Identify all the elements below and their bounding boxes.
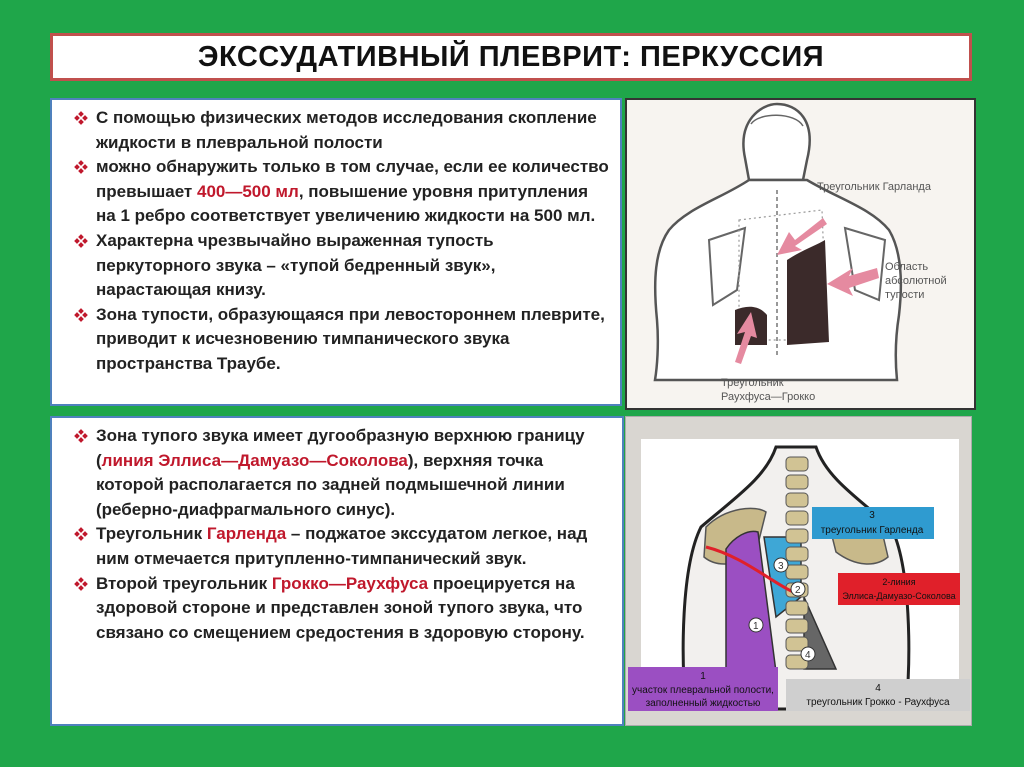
- list-item: [66, 522, 612, 571]
- list-item: [66, 229, 610, 303]
- label-dullness-line-2: абсолютной: [885, 275, 947, 287]
- label-garland-triangle: треугольник Гарленда: [820, 525, 924, 536]
- text-panel-top: [50, 98, 622, 406]
- text-panel-bottom: [50, 416, 624, 726]
- label-ellis-number: 2-линия: [882, 577, 916, 587]
- list-item: [66, 424, 612, 522]
- diamond-bullet-icon: [74, 308, 88, 322]
- bullet-list-top: [66, 106, 610, 377]
- highlight-grocco: Грокко—Раухфуса: [271, 573, 429, 593]
- bullet-text: С помощью физических методов исследования скопление жидкости в плевральной полости: [96, 108, 597, 152]
- label-dullness-line-1: Область: [885, 261, 929, 273]
- label-garland-number: 3: [869, 510, 875, 521]
- label-zone-line-1: участок плевральной полости,: [632, 685, 774, 696]
- diamond-bullet-icon: [74, 234, 88, 248]
- bullet-text: ), верхняя точка которой располагается по задней подмышечной линии (реберно-диафрагмального синус).: [96, 450, 565, 519]
- bullet-text: – поджатое экссудатом легкое, над ним отмечается притупленно-тимпанический звук.: [96, 524, 588, 568]
- zone-number-1: 1: [753, 621, 759, 632]
- list-item: [66, 303, 610, 377]
- label-grocco-number: 4: [875, 683, 881, 694]
- bullet-text: Второй треугольник: [96, 573, 272, 593]
- label-ellis-line: Эллиса-Дамуазо-Соколова: [842, 591, 956, 601]
- list-item: [66, 572, 612, 646]
- highlight-ellis-line: линия Эллиса—Дамуазо—Соколова: [101, 450, 408, 470]
- label-zone-line-2: заполненный жидкостью: [645, 698, 761, 709]
- slide-title-box: [50, 33, 972, 81]
- slide-title: ЭКССУДАТИВНЫЙ ПЛЕВРИТ: ПЕРКУССИЯ: [197, 40, 825, 73]
- label-zone-number: 1: [700, 671, 706, 682]
- list-item: [66, 106, 610, 155]
- zone-number-2: 2: [795, 585, 801, 596]
- label-garland-triangle: Треугольник Гарланда: [817, 181, 931, 193]
- diamond-bullet-icon: [74, 111, 88, 125]
- back-silhouette-illustration: [627, 100, 974, 408]
- zone-number-4: 4: [805, 650, 811, 661]
- bullet-text: Зона тупости, образующаяся при левостороннем плеврите, приводит к исчезновению тимпанического звука пространства Траубе.: [96, 304, 605, 373]
- diamond-bullet-icon: [74, 527, 88, 541]
- bullet-text: проецируется на здоровой стороне и представлен зоной тупого звука, что связано со смещением средостения в здоровую сторону.: [96, 573, 585, 642]
- skeleton-zones-illustration: [626, 417, 971, 725]
- zone-number-3: 3: [778, 561, 784, 572]
- highlight-volume: 400—500 мл: [196, 181, 299, 201]
- bullet-list-bottom: [66, 424, 612, 645]
- diamond-bullet-icon: [74, 577, 88, 591]
- diamond-bullet-icon: [74, 160, 88, 174]
- diamond-bullet-icon: [74, 429, 88, 443]
- bullet-text: Характерна чрезвычайно выраженная тупость перкуторного звука – «тупой бедренный звук», нарастающая книзу.: [96, 230, 496, 300]
- bullet-text: , повышение уровня притупления на 1 ребро соответствует увеличению жидкости на 500 мл.: [96, 181, 596, 226]
- highlight-garland: Гарленда: [206, 524, 287, 544]
- bullet-text: Треугольник: [96, 524, 207, 544]
- bullet-text: Зона тупого звука имеет дугообразную верхнюю границу (: [96, 426, 585, 470]
- list-item: [66, 155, 610, 229]
- skeleton-zones-figure: [625, 416, 972, 726]
- back-dullness-figure: [625, 98, 976, 410]
- bullet-text: можно обнаружить только в том случае, если ее количество превышает: [96, 157, 609, 201]
- label-grocco-triangle: треугольник Грокко - Раухфуса: [806, 697, 950, 708]
- label-rauchfuss-line-1: Треугольник: [721, 377, 784, 389]
- label-dullness-line-3: тупости: [885, 289, 925, 301]
- label-rauchfuss-line-2: Раухфуса—Грокко: [721, 391, 816, 403]
